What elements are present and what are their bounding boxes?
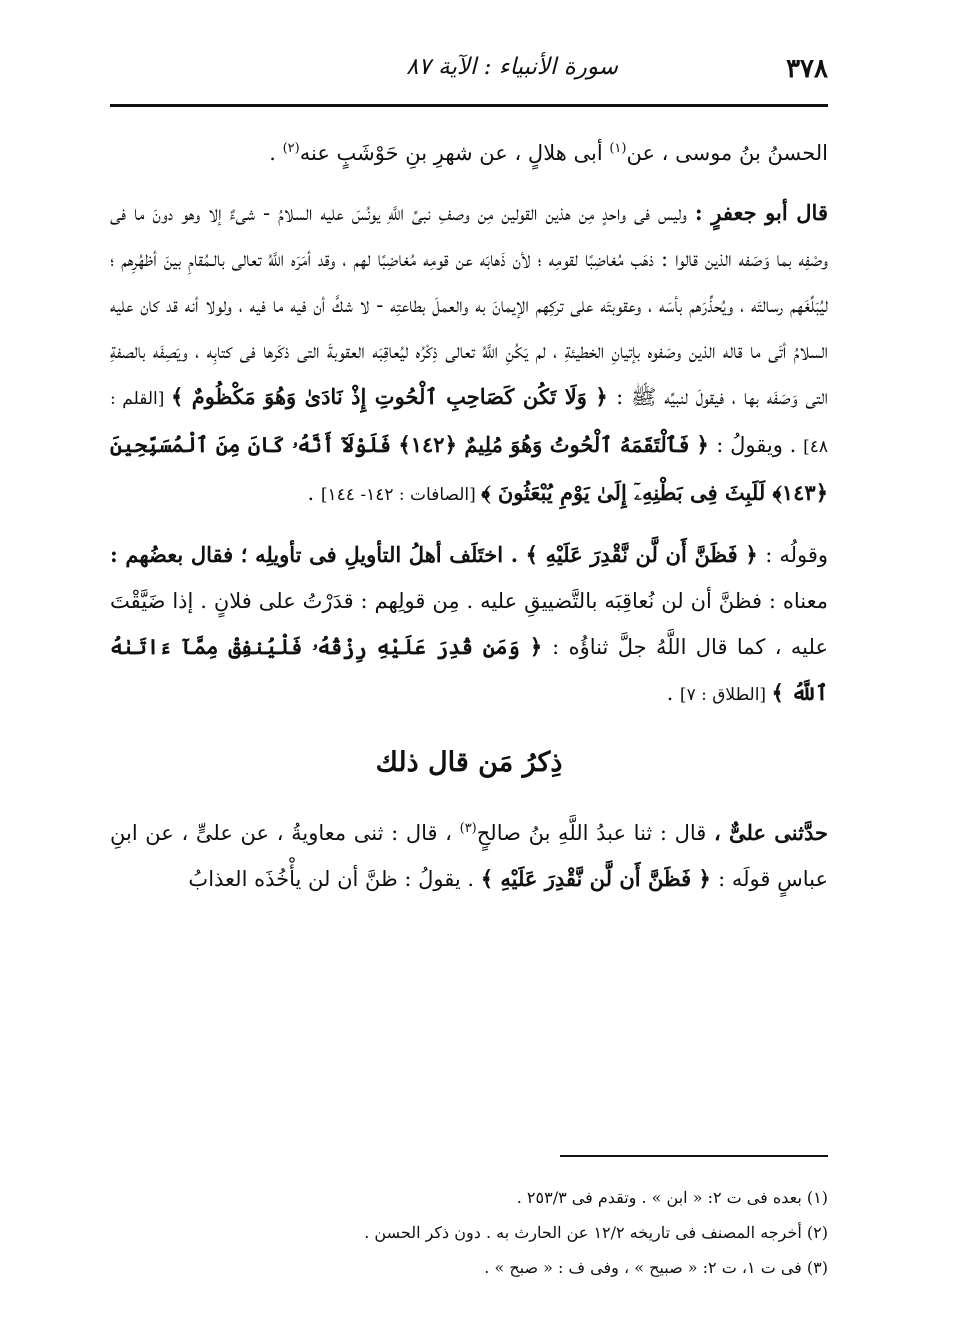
- text-run: . يقولُ : ظنَّ أن لن يأْخُذَه العذابُ: [188, 867, 481, 891]
- text-run: وليس فى واحدٍ مِن هذين القولين مِن وصفِ نبىِّ اللَّهِ يونُسَ عليه السلامُ - شىءٌ إلا وهو دونَ ما فى وصْفِه بما وَصَفه الذين قالوا : ذهَب مُغاضِبًا لقومِه ؛ لأن ذَهابَه عن قومِه مُغاضِبًا لهم ، وقد أمَرَه اللَّهُ تعالى بالـمُقامِ بينَ أظهُرِهم ؛ ليُبَلِّغَهم رسالتَه ، ويُحذِّرَهم بأسَه ، وعقوبتَه على تركِهم الإيمانَ به والعملَ بطاعتِه - لا شكَّ أن فيه ما فيه ، ولولا أنه قد كان عليه السلامُ أتَى ما قاله الذين وصَفوه بإتيانِ الخطيئةِ ، لم يَكُنِ اللَّهُ تعالى ذِكْرُه ليُعاقِبَه العقوبةَ التى ذكَرها فى كتابِه ، ويَصِفَه بالصفةِ التى وَصَفَه بها ، فيقولَ لنبيِّه ﷺ :: [110, 201, 828, 409]
- speaker-lead: حدَّثنى علىٌّ ،: [713, 820, 828, 845]
- text-run: وقولُه :: [765, 543, 829, 567]
- footnotes: [110, 1180, 828, 1285]
- main-text: [110, 130, 828, 916]
- footnote-marker: (٣): [459, 821, 477, 836]
- quran-reference: [الصافات : ١٤٢- ١٤٤]: [320, 485, 482, 505]
- footnote-marker: (٢): [282, 141, 300, 156]
- quran-quote: ﴿ فَٱلْتَقَمَهُ ٱلْحُوتُ وَهُوَ مُلِيمٌ ﴿١٤٢﴾ فَلَوْلَآ أَنَّهُۥ كَانَ مِنَ ٱلْمُسَبِّحِينَ ﴿١٤٣﴾ لَلَبِثَ فِى بَطْنِهِۦٓ إِلَىٰ يَوْمِ يُبْعَثُونَ ﴾: [110, 432, 828, 505]
- text-run: . ويقولُ :: [716, 433, 804, 457]
- text-run: أبى هلالٍ ، عن شهرِ بنِ حَوْشَبٍ عنه: [299, 141, 610, 165]
- footnote-3: (٣) فى ت ١، ت ٢: « صبيح » ، وفى ف : « صبح » .: [484, 1258, 828, 1277]
- paragraph-1: [110, 130, 828, 176]
- page-header: [110, 50, 828, 94]
- text-run: معناه : فظنَّ أن لن نُعاقِبَه بالتَّضييقِ عليه . مِن قولِهم : قدَرْتُ على فلانٍ . إذا ضَيَّقْتَ عليه ، كما قال اللَّهُ جلَّ ثناؤُه :: [110, 589, 828, 659]
- text-run: الحسنُ بنُ موسى ، عن: [626, 141, 828, 165]
- footnote-2: (٢) أخرجه المصنف فى تاريخه ١٢/٢ عن الحارث به . دون ذكر الحسن .: [364, 1223, 828, 1242]
- section-title: ذِكرُ مَن قال ذلك: [375, 747, 563, 778]
- text-run: .: [307, 481, 321, 505]
- paragraph-2: [110, 190, 828, 518]
- speaker-lead: قال أبو جعفرٍ :: [694, 200, 828, 225]
- text-run: .: [269, 141, 283, 165]
- bold-statement: . اختَلَف أهلُ التأويلِ فى تأويلِه ؛ فقال بعضُهم :: [110, 542, 526, 567]
- header-rule: [110, 104, 828, 107]
- quran-quote: ﴿ فَظَنَّ أَن لَّن نَّقْدِرَ عَلَيْهِ ﴾: [480, 866, 719, 891]
- quran-reference: [القلم : ٤٨]: [110, 389, 829, 457]
- footnote-1: (١) بعده فى ت ٢: « ابن » . وتقدم فى ٢٥٣/٣ .: [516, 1188, 828, 1207]
- footnote-marker: (١): [609, 141, 627, 156]
- paragraph-3: [110, 532, 828, 718]
- text-run: .: [666, 681, 680, 705]
- running-title: سورة الأنبياء : الآية ٨٧: [406, 54, 618, 80]
- text-run: قال : ثنا عبدُ اللَّهِ بنُ صالحٍ: [476, 821, 714, 845]
- quran-quote: ﴿ وَلَا تَكُن كَصَاحِبِ ٱلْحُوتِ إِذْ نَادَىٰ وَهُوَ مَكْظُومٌ ﴾: [170, 384, 617, 409]
- page-number: ٣٧٨: [786, 54, 828, 84]
- footnote-rule: [560, 1155, 828, 1157]
- text-run: ، قال : ثنى معاويةُ ، عن علىٍّ ، عن ابنِ عباسٍ قولَه :: [110, 821, 828, 891]
- paragraph-4: [110, 810, 828, 902]
- quran-quote: ﴿ وَمَن قُدِرَ عَلَيْهِ رِزْقُهُۥ فَلْيُنفِقْ مِمَّآ ءَاتَىٰهُ ٱللَّهُ ﴾: [110, 634, 828, 705]
- quran-quote: ﴿ فَظَنَّ أَن لَّن نَّقْدِرَ عَلَيْهِ ﴾: [525, 542, 766, 567]
- quran-reference: [الطلاق : ٧]: [679, 685, 772, 705]
